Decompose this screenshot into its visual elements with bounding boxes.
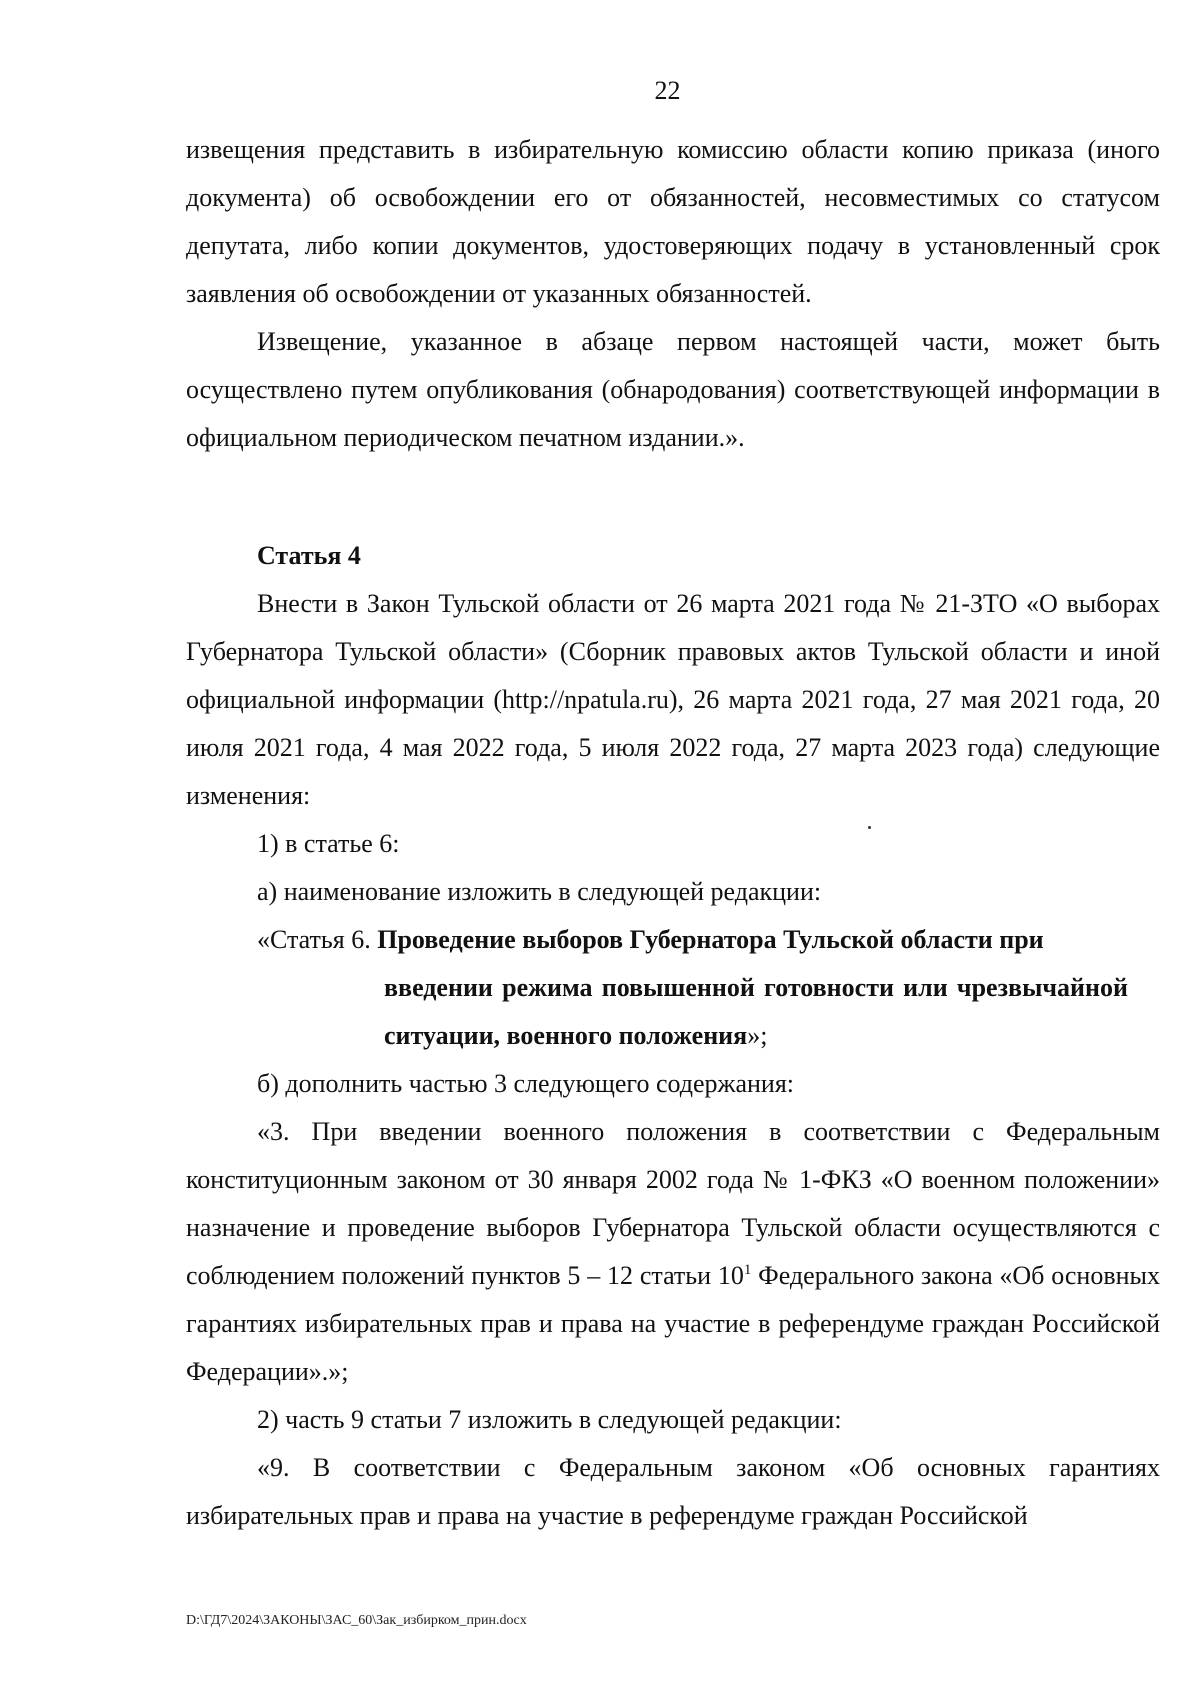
page-number: 22	[654, 76, 681, 105]
paragraph-notice: Извещение, указанное в абзаце первом настоящей части, может быть осуществлено путем опубликования (обнародования) соответствующей информации в официальном периодическом печатном издании.».	[186, 327, 1160, 452]
article-6-title-lead: «Статья 6.	[257, 925, 378, 954]
section-gap	[186, 462, 1160, 532]
document-body	[186, 126, 1160, 1540]
item-1a: а) наименование изложить в следующей редакции:	[257, 877, 822, 906]
article-6-title-tail: »;	[747, 1021, 768, 1050]
article-6-title-continuation	[186, 964, 1160, 1060]
item-1b: б) дополнить частью 3 следующего содержания:	[257, 1069, 795, 1098]
article-6-title	[186, 916, 1160, 964]
item-2: 2) часть 9 статьи 7 изложить в следующей редакции:	[257, 1405, 842, 1434]
article-6-title-bold-cont: введении режима повышенной готовности или чрезвычайной ситуации, военного положения	[384, 973, 1128, 1050]
part-3-after: Федерального закона «Об основных гарантиях избирательных прав и права на участие в референдуме граждан Российской Федерации».»;	[186, 1261, 1160, 1386]
paragraph-continuation: извещения представить в избирательную комиссию области копию приказа (иного документа) об освобождении его от обязанностей, несовместимых со статусом депутата, либо копии документов, удостоверяющих подачу в установленный срок заявления об освобождении от указанных обязанностей.	[186, 135, 1160, 308]
part-3-before: «3. При введении военного положения в соответствии с Федеральным конституционным законом от 30 января 2002 года № 1-ФКЗ «О военном положении» назначение и проведение выборов Губернатора Тульской области осуществляются с соблюдением положений пунктов 5 – 12 статьи 10	[186, 1117, 1160, 1290]
item-1: 1) в статье 6:	[257, 829, 400, 858]
article-heading: Статья 4	[257, 541, 361, 570]
part-3-text	[186, 1108, 1160, 1396]
article-6-title-bold: Проведение выборов Губернатора Тульской области при	[377, 925, 1044, 954]
part-9-text: «9. В соответствии с Федеральным законом «Об основных гарантиях избирательных прав и права на участие в референдуме граждан Российской	[186, 1453, 1160, 1530]
footer-file-path: D:\ГД7\2024\ЗАКОНЫ\ЗАС_60\Зак_избирком_прин.docx	[186, 1613, 527, 1628]
article-intro: Внести в Закон Тульской области от 26 марта 2021 года № 21-ЗТО «О выборах Губернатора Тульской области» (Сборник правовых актов Тульской области и иной официальной информации (http://npatula.ru), 26 марта 2021 года, 27 мая 2021 года, 20 июля 2021 года, 4 мая 2022 года, 5 июля 2022 года, 27 марта 2023 года) следующие изменения:	[186, 589, 1160, 810]
part-3-superscript: 1	[743, 1262, 752, 1278]
scan-speck	[868, 826, 871, 829]
